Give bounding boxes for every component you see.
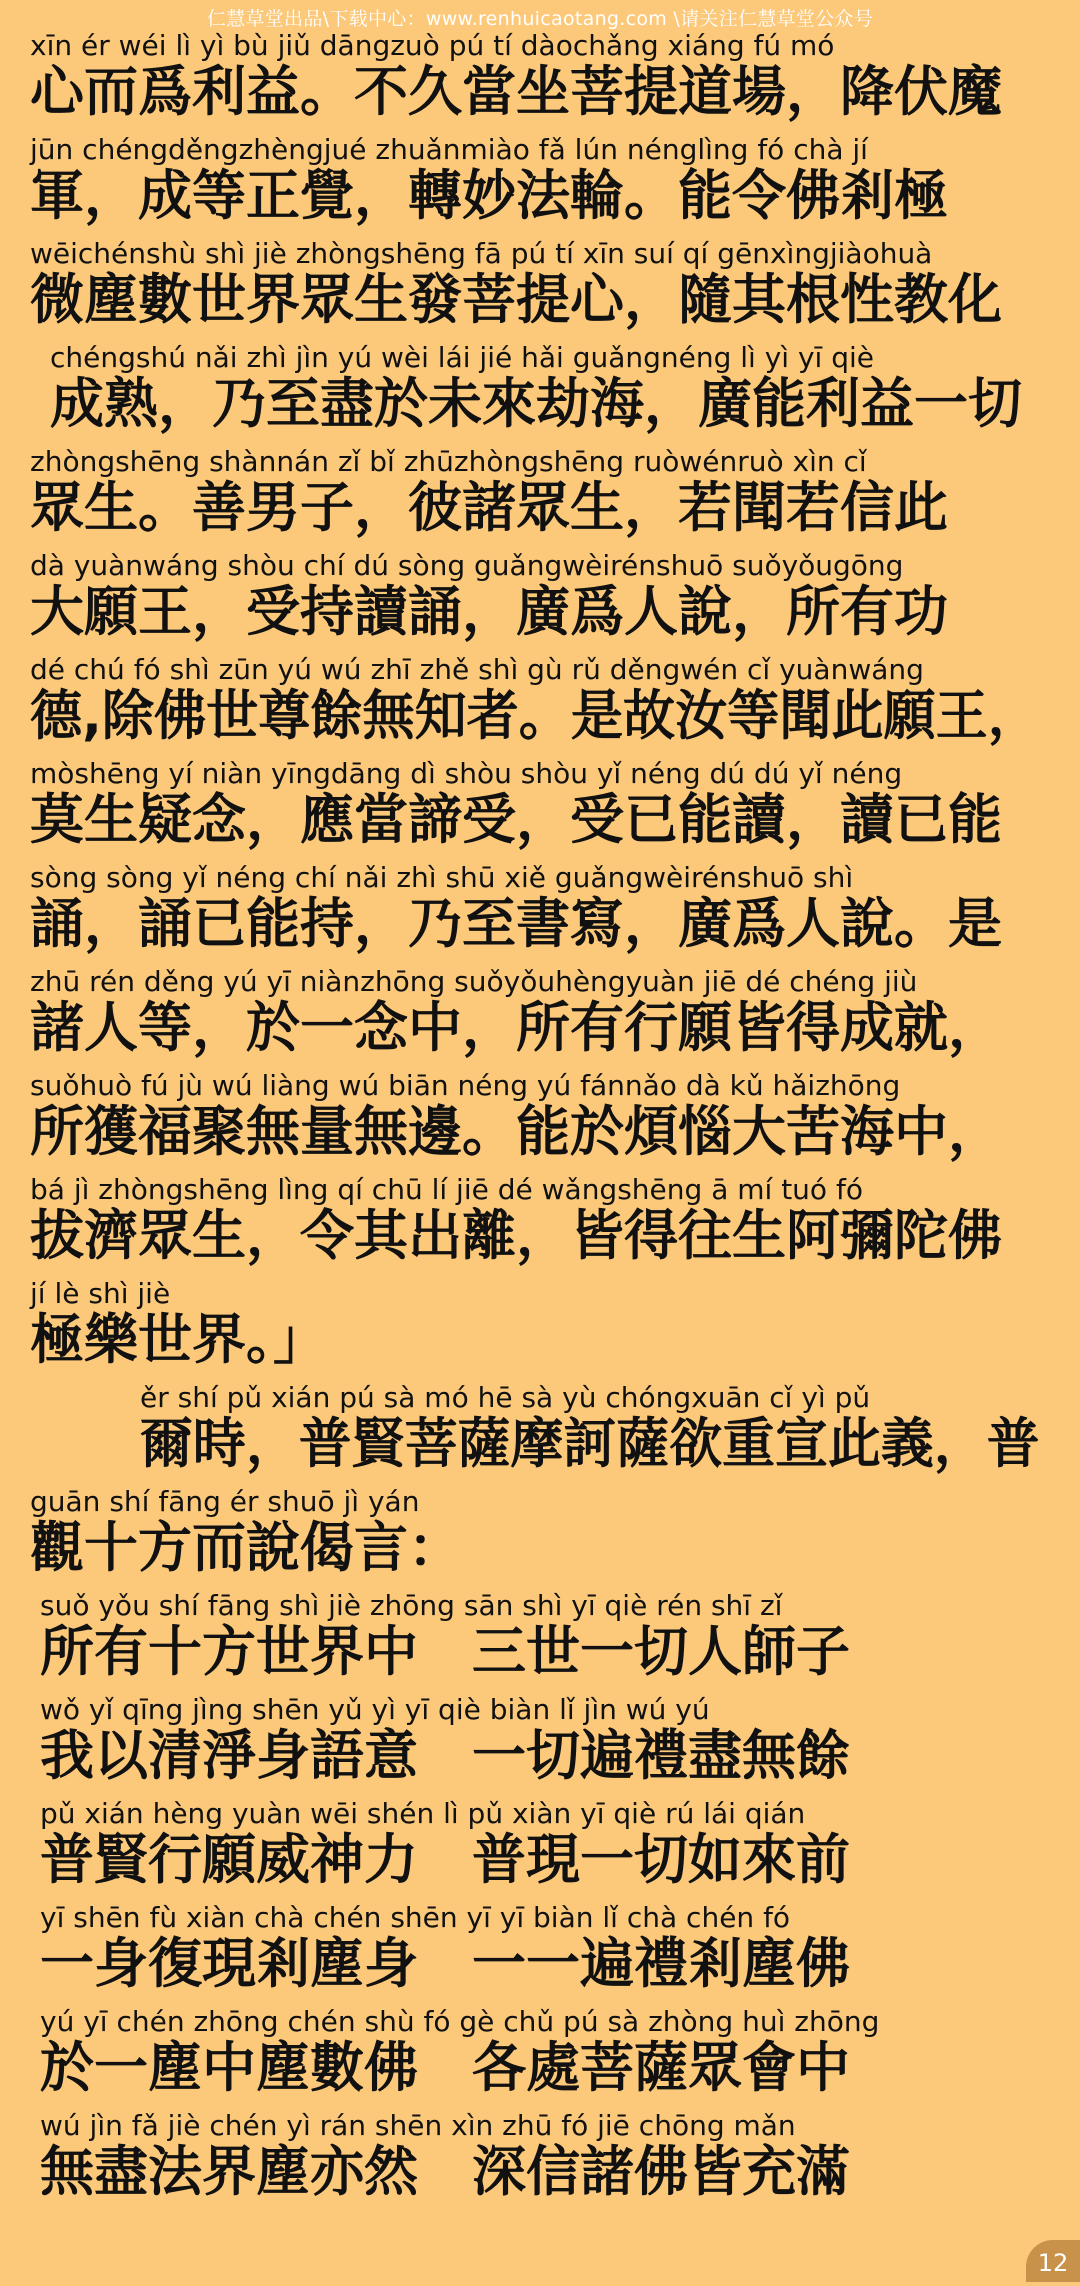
hanzi-line: 所有十方世界中 三世一切人師子 <box>40 1620 850 1683</box>
text-line <box>0 862 1080 962</box>
pinyin-line: zhū rén děng yú yī niànzhōng suǒyǒuhèngyuàn jiē dé chéng jiù <box>30 965 918 998</box>
hanzi-line: 德,除佛世尊餘無知者。是故汝等聞此願王， <box>30 684 1040 747</box>
hanzi-line: 莫生疑念，應當諦受，受已能讀，讀已能 <box>30 788 1002 851</box>
pinyin-line: mòshēng yí niàn yīngdāng dì shòu shòu yǐ néng dú dú yǐ néng <box>30 757 903 790</box>
hanzi-line: 無盡法界塵亦然 深信諸佛皆充滿 <box>40 2140 850 2203</box>
text-line <box>0 758 1080 858</box>
hanzi-line: 微塵數世界眾生發菩提心，隨其根性教化 <box>30 268 1002 331</box>
hanzi-line: 成熟，乃至盡於未來劫海，廣能利益一切 <box>50 372 1022 435</box>
hanzi-line: 爾時，普賢菩薩摩訶薩欲重宣此義，普 <box>140 1412 1040 1475</box>
text-line <box>0 1694 1080 1794</box>
text-line <box>0 1174 1080 1274</box>
hanzi-line: 我以清淨身語意 一切遍禮盡無餘 <box>40 1724 850 1787</box>
hanzi-line: 諸人等，於一念中，所有行願皆得成就， <box>30 996 1002 1059</box>
pinyin-line: guān shí fāng ér shuō jì yán <box>30 1485 420 1518</box>
text-line <box>0 654 1080 754</box>
pinyin-line: dé chú fó shì zūn yú wú zhī zhě shì gù rǔ děngwén cǐ yuànwáng <box>30 653 924 686</box>
text-line <box>0 1902 1080 2002</box>
hanzi-line: 一身復現剎塵身 一一遍禮剎塵佛 <box>40 1932 850 1995</box>
hanzi-line: 大願王，受持讀誦，廣爲人說，所有功 <box>30 580 948 643</box>
hanzi-line: 軍，成等正覺，轉妙法輪。能令佛剎極 <box>30 164 948 227</box>
pinyin-line: yú yī chén zhōng chén shù fó gè chǔ pú sà zhòng huì zhōng <box>40 2005 880 2038</box>
text-line <box>0 30 1080 130</box>
pinyin-line: sòng sòng yǐ néng chí nǎi zhì shū xiě guǎngwèirénshuō shì <box>30 861 854 894</box>
hanzi-line: 所獲福聚無量無邊。能於煩惱大苦海中， <box>30 1100 1002 1163</box>
text-line <box>0 1486 1080 1586</box>
pinyin-line: jí lè shì jiè <box>30 1277 171 1310</box>
pinyin-line: pǔ xián hèng yuàn wēi shén lì pǔ xiàn yī qiè rú lái qián <box>40 1797 806 1830</box>
pinyin-line: ěr shí pǔ xián pú sà mó hē sà yù chóngxuān cǐ yì pǔ <box>140 1381 871 1414</box>
hanzi-line: 眾生。善男子，彼諸眾生，若聞若信此 <box>30 476 948 539</box>
hanzi-line: 誦，誦已能持，乃至書寫，廣爲人說。是 <box>30 892 1002 955</box>
pinyin-line: wēichénshù shì jiè zhòngshēng fā pú tí xīn suí qí gēnxìngjiàohuà <box>30 237 933 270</box>
text-line <box>0 550 1080 650</box>
text-line <box>0 342 1080 442</box>
text-line <box>0 446 1080 546</box>
pinyin-line: suǒhuò fú jù wú liàng wú biān néng yú fánnǎo dà kǔ hǎizhōng <box>30 1069 901 1102</box>
text-line <box>0 134 1080 234</box>
pinyin-line: suǒ yǒu shí fāng shì jiè zhōng sān shì yī qiè rén shī zǐ <box>40 1589 783 1622</box>
hanzi-line: 心而爲利益。不久當坐菩提道場，降伏魔 <box>30 60 1002 123</box>
pinyin-line: yī shēn fù xiàn chà chén shēn yī yī biàn lǐ chà chén fó <box>40 1901 791 1934</box>
text-line <box>0 1590 1080 1690</box>
hanzi-line: 普賢行願威神力 普現一切如來前 <box>40 1828 850 1891</box>
page-number-badge: 12 <box>1026 2240 1080 2282</box>
hanzi-line: 拔濟眾生，令其出離，皆得往生阿彌陀佛 <box>30 1204 1002 1267</box>
pinyin-line: xīn ér wéi lì yì bù jiǔ dāngzuò pú tí dàochǎng xiáng fú mó <box>30 29 835 62</box>
pinyin-line: dà yuànwáng shòu chí dú sòng guǎngwèirénshuō suǒyǒugōng <box>30 549 904 582</box>
text-line <box>0 1798 1080 1898</box>
pinyin-line: jūn chéngděngzhèngjué zhuǎnmiào fǎ lún nénglìng fó chà jí <box>30 133 868 166</box>
watermark-header: 仁慧草堂出品\下载中心：www.renhuicaotang.com \请关注仁慧草堂公众号 <box>206 8 874 30</box>
text-line <box>0 2110 1080 2210</box>
hanzi-line: 觀十方而說偈言： <box>30 1516 462 1579</box>
pinyin-line: wú jìn fǎ jiè chén yì rán shēn xìn zhū fó jiē chōng mǎn <box>40 2109 796 2142</box>
text-line <box>0 1070 1080 1170</box>
text-line <box>0 1382 1080 1482</box>
pinyin-line: bá jì zhòngshēng lìng qí chū lí jiē dé wǎngshēng ā mí tuó fó <box>30 1173 863 1206</box>
hanzi-line: 於一塵中塵數佛 各處菩薩眾會中 <box>40 2036 850 2099</box>
text-line <box>0 2006 1080 2106</box>
pinyin-line: chéngshú nǎi zhì jìn yú wèi lái jié hǎi guǎngnéng lì yì yī qiè <box>50 341 875 374</box>
text-line <box>0 238 1080 338</box>
text-line <box>0 1278 1080 1378</box>
pinyin-line: wǒ yǐ qīng jìng shēn yǔ yì yī qiè biàn lǐ jìn wú yú <box>40 1693 710 1726</box>
hanzi-line: 極樂世界。」 <box>30 1308 327 1371</box>
pinyin-line: zhòngshēng shànnán zǐ bǐ zhūzhòngshēng ruòwénruò xìn cǐ <box>30 445 867 478</box>
text-line <box>0 966 1080 1066</box>
